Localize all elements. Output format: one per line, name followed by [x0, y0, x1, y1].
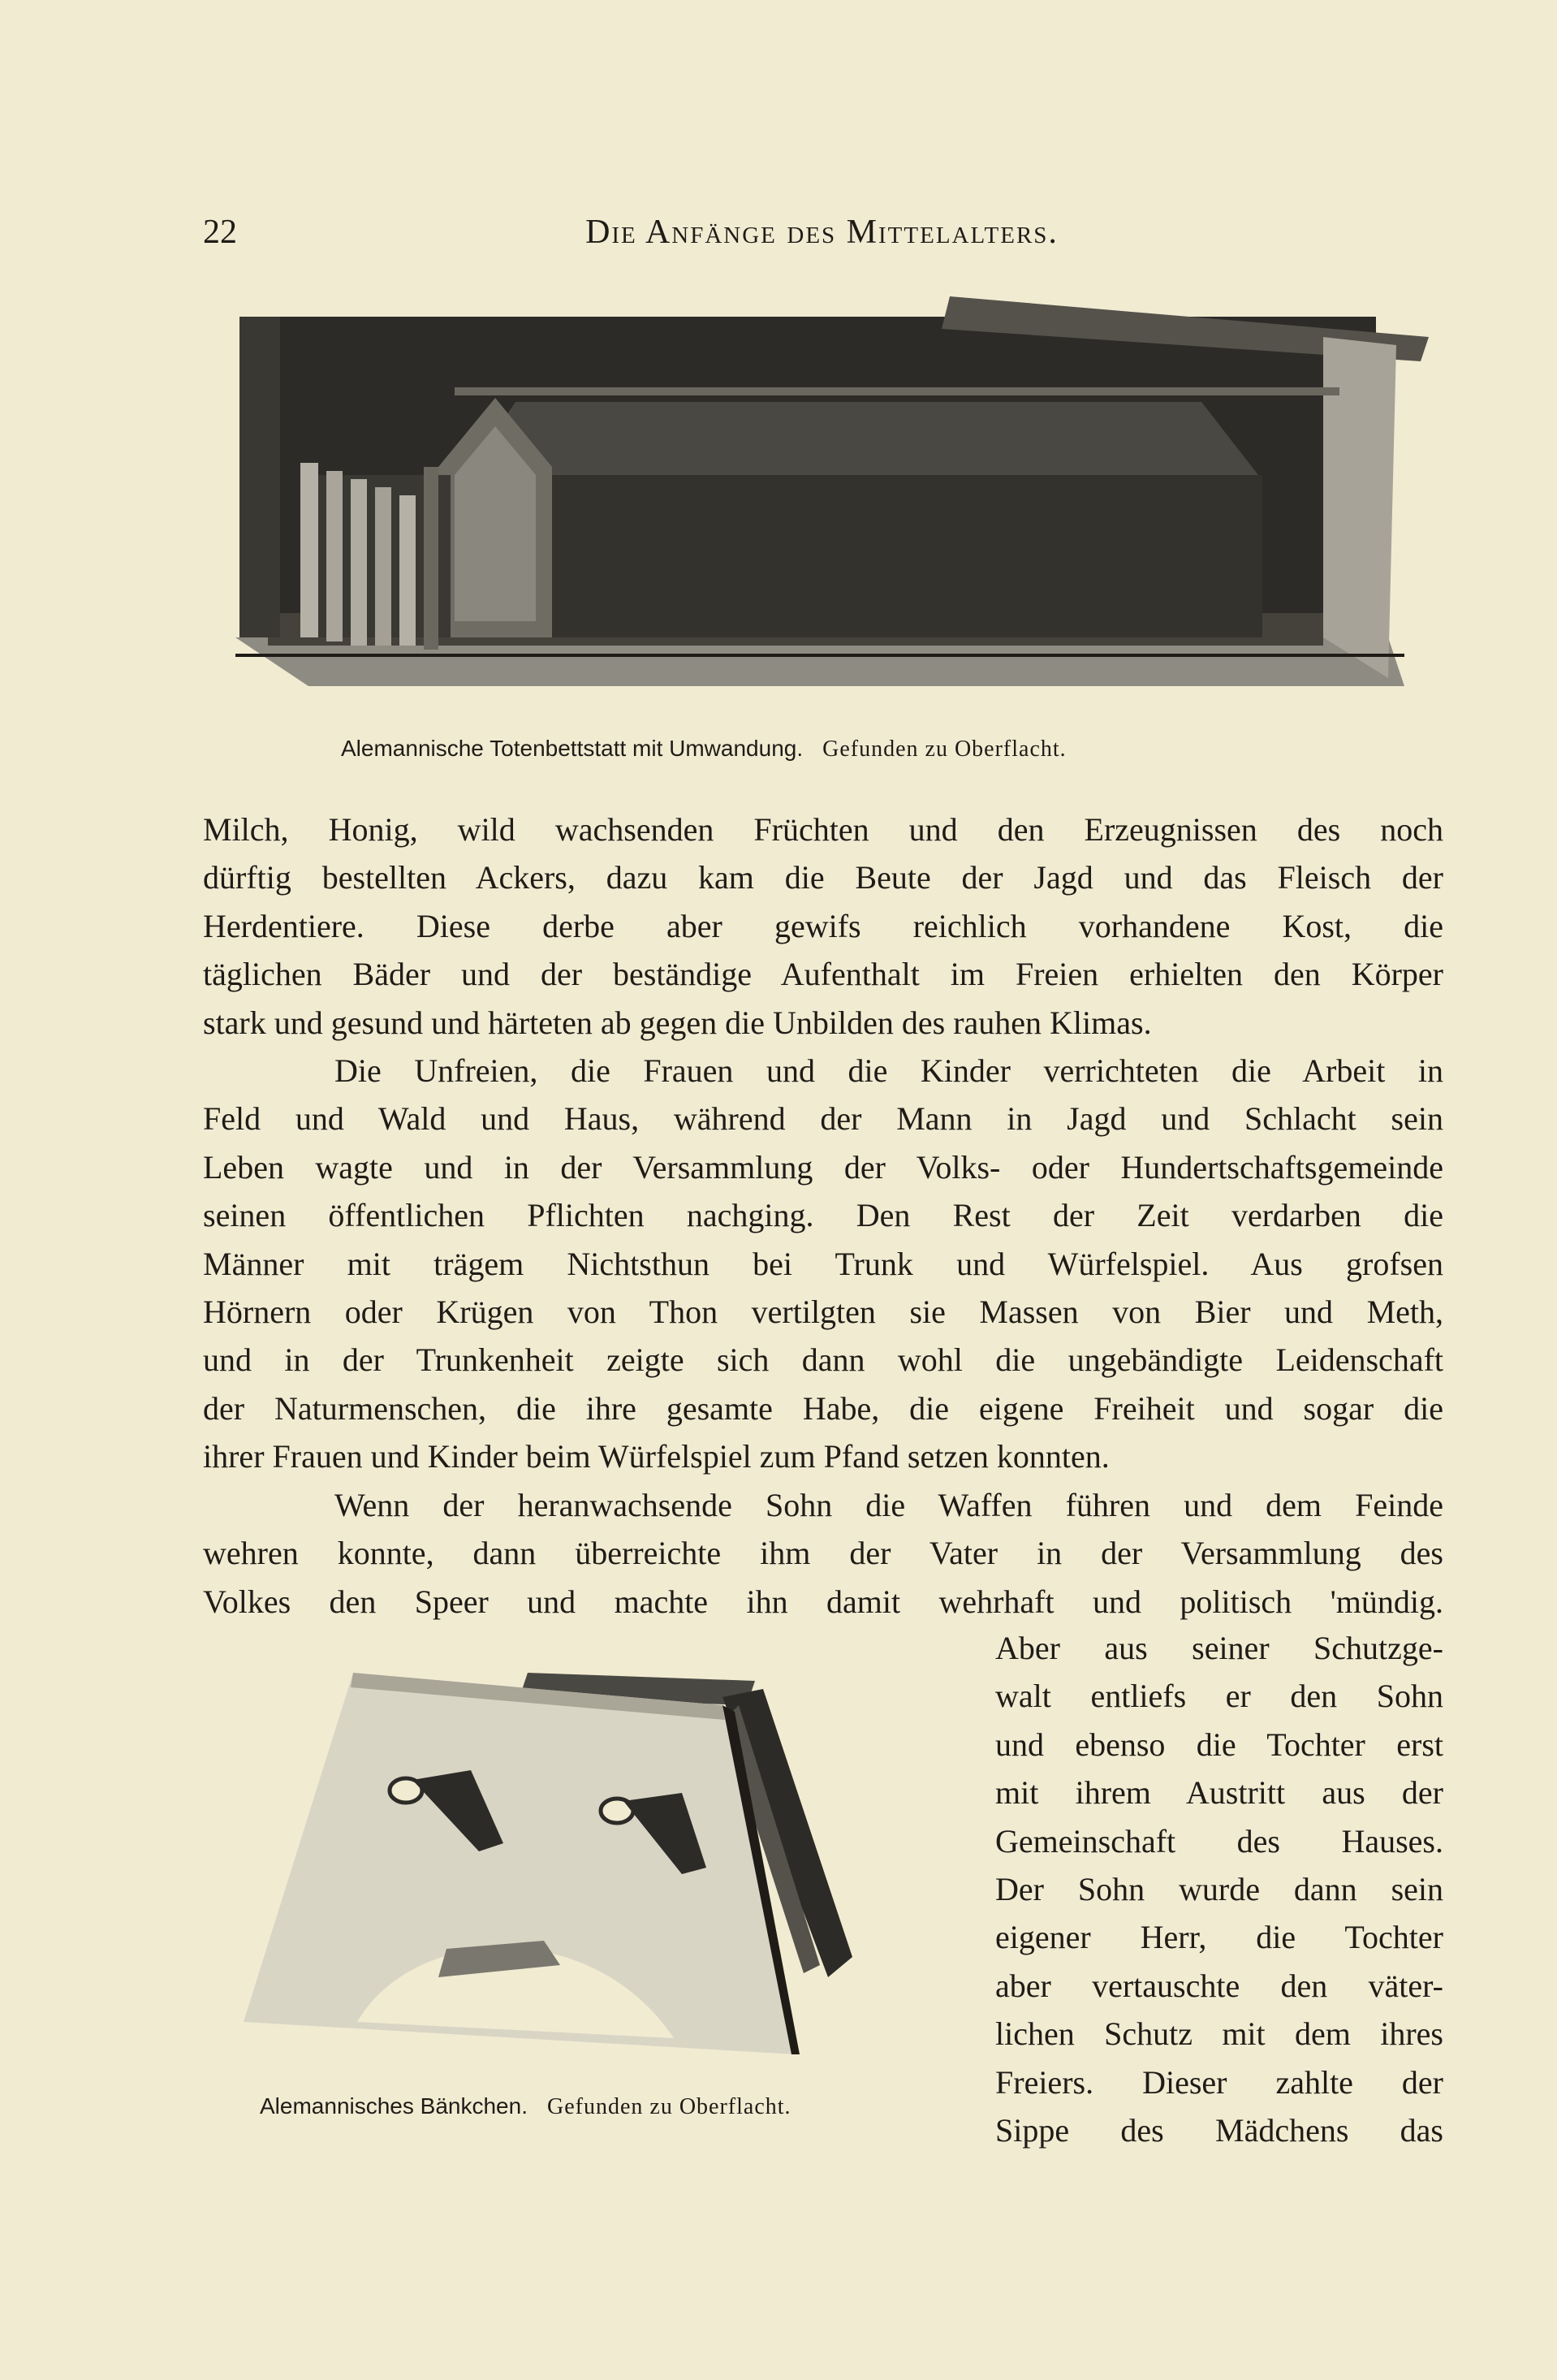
text-line: wehren konnte, dann überreichte ihm der Vater in der Versammlung des: [203, 1535, 1443, 1572]
figure-caption-bottom: [260, 2093, 791, 2120]
text-line: Wenn der heranwachsende Sohn die Waffen führen und dem Feinde: [334, 1486, 1443, 1523]
text-line: Freiers. Dieser zahlte der: [995, 2063, 1443, 2101]
text-line: Hörnern oder Krügen von Thon vertilgten sie Massen von Bier und Meth,: [203, 1294, 1443, 1331]
text-line: aber vertauschte den väter-: [995, 1967, 1443, 2004]
text-line: ihrer Frauen und Kinder beim Würfelspiel zum Pfand setzen konnten.: [203, 1438, 1110, 1475]
text-line: stark und gesund und härteten ab gegen die Unbilden des rauhen Klimas.: [203, 1004, 1152, 1041]
text-line: Milch, Honig, wild wachsenden Früchten und den Erzeugnissen des noch: [203, 811, 1443, 848]
totenbettstatt-illustration: [235, 280, 1429, 719]
text-line: walt entliefs er den Sohn: [995, 1678, 1443, 1715]
page-number: 22: [203, 214, 237, 251]
figure-caption-top: [341, 736, 1067, 762]
text-line: eigener Herr, die Tochter: [995, 1919, 1443, 1956]
text-line: Herdentiere. Diese derbe aber gewifs reichlich vorhandene Kost, die: [203, 907, 1443, 944]
text-line: Leben wagte und in der Versammlung der Volks- oder Hundertschaftsgemeinde: [203, 1148, 1443, 1186]
text-line: Gemeinschaft des Hauses.: [995, 1822, 1443, 1860]
caption-title: Alemannisches Bänkchen.: [260, 2093, 528, 2119]
page-header: [203, 213, 1441, 253]
text-line: Sippe des Mädchens das: [995, 2112, 1443, 2149]
text-line: Männer mit trägem Nichtsthun bei Trunk und Würfelspiel. Aus grofsen: [203, 1245, 1443, 1282]
text-line: Volkes den Speer und machte ihn damit wehrhaft und politisch 'mündig.: [203, 1583, 1443, 1620]
text-line: lichen Schutz mit dem ihres: [995, 2015, 1443, 2053]
body-text: [203, 806, 1443, 1626]
caption-place: Gefunden zu Oberflacht.: [822, 736, 1067, 762]
text-line: dürftig bestellten Ackers, dazu kam die Beute der Jagd und das Fleisch der: [203, 859, 1443, 896]
text-line: und in der Trunkenheit zeigte sich dann wohl die ungebändigte Leidenschaft: [203, 1341, 1443, 1379]
caption-title: Alemannische Totenbettstatt mit Umwandung.: [341, 736, 804, 761]
baenkchen-illustration: [235, 1656, 966, 2071]
text-line: der Naturmenschen, die ihre gesamte Habe, die eigene Freiheit und sogar die: [203, 1389, 1443, 1427]
text-line: Der Sohn wurde dann sein: [995, 1871, 1443, 1908]
text-line: täglichen Bäder und der beständige Aufenthalt im Freien erhielten den Körper: [203, 956, 1443, 993]
text-line: seinen öffentlichen Pflichten nachging. Den Rest der Zeit verdarben die: [203, 1197, 1443, 1234]
text-line: Aber aus seiner Schutzge-: [995, 1630, 1443, 1666]
running-head: Die Anfänge des Mittelalters.: [585, 214, 1059, 251]
caption-place: Gefunden zu Oberflacht.: [546, 2094, 791, 2119]
text-line: Feld und Wald und Haus, während der Mann in Jagd und Schlacht sein: [203, 1100, 1443, 1138]
text-line: Die Unfreien, die Frauen und die Kinder verrichteten die Arbeit in: [334, 1052, 1443, 1090]
text-line: und ebenso die Tochter erst: [995, 1726, 1443, 1763]
wrapped-text-column: [995, 1624, 1443, 2154]
text-line: mit ihrem Austritt aus der: [995, 1774, 1443, 1812]
